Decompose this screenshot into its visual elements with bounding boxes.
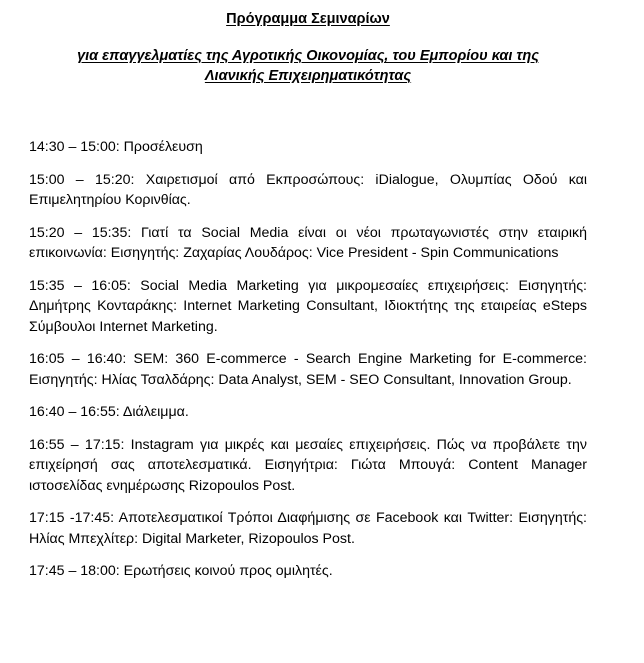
schedule-item-instagram-talk: 16:55 – 17:15: Instagram για μικρές και μεσαίες επιχειρήσεις. Πώς να προβάλετε την επιχείρησή σας αποτελεσματικά. Εισηγήτρια: Γιώτα Μπουγά: Content Manager ιστοσελίδας ενημέρωσης Rizopoulos Post.: [29, 436, 587, 494]
schedule-item-greetings: 15:00 – 15:20: Χαιρετισμοί από Εκπροσώπους: iDialogue, Ολυμπίας Οδού και Επιμελητηρίου Κορινθίας.: [29, 171, 587, 208]
document-page: [29, 10, 587, 594]
schedule-item-break: 16:40 – 16:55: Διάλειμμα.: [29, 404, 189, 420]
seminar-schedule: [29, 137, 587, 582]
schedule-item-sem-talk: 16:05 – 16:40: SEM: 360 E-commerce - Search Engine Marketing for E-commerce: Εισηγητής: Ηλίας Τσαλδάρης: Data Analyst, SEM - SEO Consultant, Innovation Group.: [29, 351, 587, 388]
document-subtitle-line-2: [29, 66, 587, 86]
document-title: [29, 10, 587, 28]
schedule-item-social-media-marketing: 15:35 – 16:05: Social Media Marketing για μικρομεσαίες επιχειρήσεις: Εισηγητής: Δημήτρης Κονταράκης: Internet Marketing Consultant, Ιδιοκτήτης της εταιρείας eSteps Σύμβουλοι Internet Marketing.: [29, 277, 587, 335]
document-subtitle-text-2: Λιανικής Επιχειρηματικότητας: [204, 68, 412, 84]
schedule-item-facebook-twitter-talk: 17:15 -17:45: Αποτελεσματικοί Τρόποι Διαφήμισης σε Facebook και Twitter: Εισηγητής: Ηλίας Μπεχλίτερ: Digital Marketer, Rizopoulos Post.: [29, 510, 587, 547]
document-subtitle-text-1: για επαγγελματίες της Αγροτικής Οικονομίας, του Εμπορίου και της: [77, 48, 539, 64]
schedule-item-social-media-talk: 15:20 – 15:35: Γιατί τα Social Media είναι οι νέοι πρωταγωνιστές στην εταιρική επικοινωνία: Εισηγητής: Ζαχαρίας Λουδάρος: Vice President - Spin Communications: [29, 224, 587, 261]
document-subtitle-line-1: [29, 46, 587, 66]
document-title-text: Πρόγραμμα Σεμιναρίων: [226, 11, 390, 27]
schedule-item-arrival: 14:30 – 15:00: Προσέλευση: [29, 139, 203, 155]
schedule-item-questions: 17:45 – 18:00: Ερωτήσεις κοινού προς ομιλητές.: [29, 563, 333, 579]
